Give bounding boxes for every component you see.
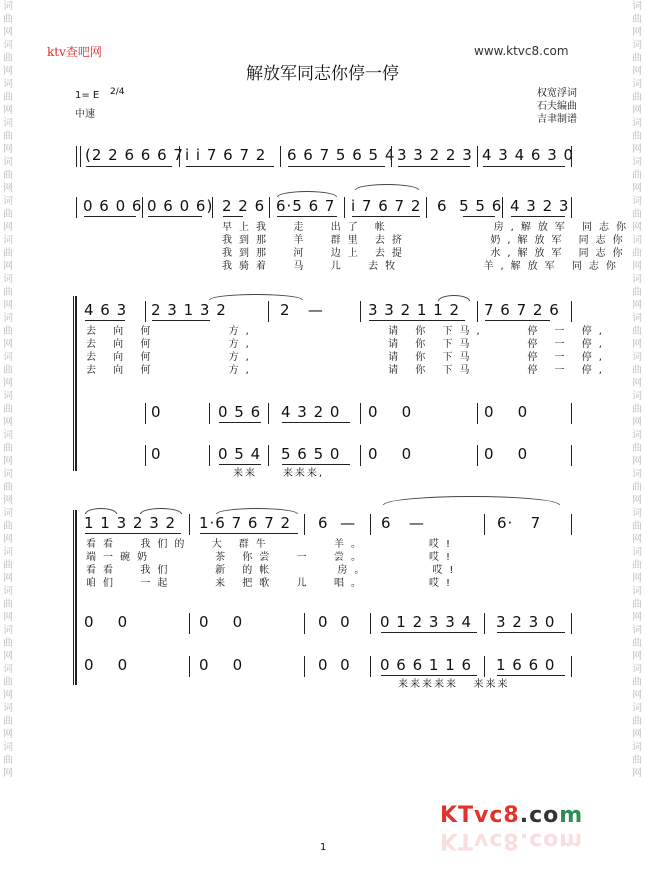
part2-measure: 0 1 2 3 3 4 — [380, 613, 473, 631]
measure: 7 6 7 2 6 — [484, 301, 560, 319]
part2-measure: 3 2 3 0 — [496, 613, 556, 631]
measure: 3 3 2 1 1 2 — [368, 301, 461, 319]
part2-measure: 0 0 — [368, 403, 413, 421]
part3-measure: 0 5 4 — [218, 445, 262, 463]
measure: 4 3 4 6 3 0 — [482, 146, 575, 164]
part3-lyric: 来来来来来 来来来 — [398, 679, 510, 690]
transcriber: 吉聿制谱 — [537, 114, 577, 125]
part2-measure: 0 0 — [84, 613, 129, 631]
part3-measure: 0 0 — [84, 656, 129, 674]
measure: 1·6 7 6 7 2 — [199, 514, 292, 532]
part3-measure: 0 6 6 1 1 6 — [380, 656, 473, 674]
lyric-line-2: 去 向 何 方, 请 你 下马 停 一 停, — [86, 339, 609, 350]
measure: i 7 6 7 2 — [351, 197, 422, 215]
part3-lyric: 来来 来来来, — [233, 468, 325, 479]
part3-measure: 5 6 5 0 — [281, 445, 341, 463]
measure: 6 — — [318, 514, 357, 532]
measure: 2 — — [280, 301, 324, 319]
key-signature: 1= E — [75, 90, 100, 101]
watermark-right: 词曲网词曲网词曲网词曲网词曲网词曲网词曲网词曲网词曲网词曲网词曲网词曲网词曲网词曲网词曲网词曲网词曲网词曲网词曲网词曲网 — [632, 1, 642, 779]
part3-measure: 0 0 — [484, 445, 529, 463]
measure: 4 6 3 — [84, 301, 128, 319]
measure: 0 6 0 6) — [147, 197, 214, 215]
page-number: 1 — [320, 842, 327, 853]
watermark-left: 词曲网词曲网词曲网词曲网词曲网词曲网词曲网词曲网词曲网词曲网词曲网词曲网词曲网词曲网词曲网词曲网词曲网词曲网词曲网词曲网 — [3, 1, 13, 779]
measure: 4 3 2 3 — [510, 197, 570, 215]
lyric-line-4: 去 向 何 方, 请 你 下马 停 一 停, — [86, 365, 609, 376]
footer-logo-reflection: KTvc8.com — [440, 828, 584, 853]
song-title: 解放军同志你停一停 — [246, 64, 399, 84]
measure: 0 6 0 6 — [83, 197, 143, 215]
measure: 3 3 2 2 3 — [397, 146, 473, 164]
measure: 1 1 3 2 3 2 — [84, 514, 177, 532]
part2-measure: 4 3 2 0 — [281, 403, 341, 421]
lyric-line-2: 端一碗奶 茶 你尝 一 尝。 哎! — [86, 552, 458, 563]
measure: (2 2 6 6 6 7 — [85, 146, 184, 164]
lyric-line-4: 咱们 一起 来 把歌 儿 唱。 哎! — [86, 578, 458, 589]
part2-measure: 0 0 — [318, 613, 351, 631]
part3-measure: 0 0 — [199, 656, 244, 674]
part3-measure: 0 0 — [368, 445, 413, 463]
measure: 6 — — [381, 514, 425, 532]
footer-logo[interactable]: KTvc8.com — [440, 803, 584, 828]
site-logo[interactable]: ktv查吧网 — [47, 45, 102, 59]
lyric-line-1: 早上我 走 出了 帐 房,解放军 同志你 — [222, 222, 634, 233]
measure: 6 5 5 6 — [437, 197, 503, 215]
part3-measure: 0 — [151, 445, 162, 463]
part2-measure: 0 0 — [199, 613, 244, 631]
measure: 2 2 6 — [222, 197, 266, 215]
measure: 6 6 7 5 6 5 4 — [287, 146, 396, 164]
measure: i i 7 6 7 2 — [185, 146, 267, 164]
arranger: 石夫编曲 — [537, 101, 577, 112]
tempo-marking: 中速 — [75, 109, 95, 120]
lyric-line-3: 我到那 河 边上 去提 水,解放军 同志你 — [222, 248, 630, 259]
lyric-line-3: 看看 我们 新 的帐 房。 哎! — [86, 565, 461, 576]
part2-measure: 0 — [151, 403, 162, 421]
site-url[interactable]: www.ktvc8.com — [474, 44, 569, 58]
lyric-line-4: 我骑着 马 儿 去牧 羊,解放军 同志你 — [222, 261, 623, 272]
measure: 2 3 1 3 2 — [151, 301, 227, 319]
part3-measure: 0 0 — [318, 656, 351, 674]
measure: 6· 7 — [497, 514, 542, 532]
measure: 6·5 6 7 — [276, 197, 336, 215]
lyricist: 权宽浮词 — [537, 88, 577, 99]
part3-measure: 1 6 6 0 — [496, 656, 556, 674]
lyric-line-1: 看看 我们的 大 群牛 羊。 哎! — [86, 539, 458, 550]
part2-measure: 0 5 6 — [218, 403, 262, 421]
lyric-line-1: 去 向 何 方, 请 你 下马, 停 一 停, — [86, 326, 609, 337]
credits — [537, 87, 577, 126]
lyric-line-2: 我到那 羊 群里 去挤 奶,解放军 同志你 — [222, 235, 630, 246]
part2-measure: 0 0 — [484, 403, 529, 421]
lyric-line-3: 去 向 何 方, 请 你 下马 停 一 停, — [86, 352, 609, 363]
time-signature: 2/4 — [110, 87, 125, 97]
